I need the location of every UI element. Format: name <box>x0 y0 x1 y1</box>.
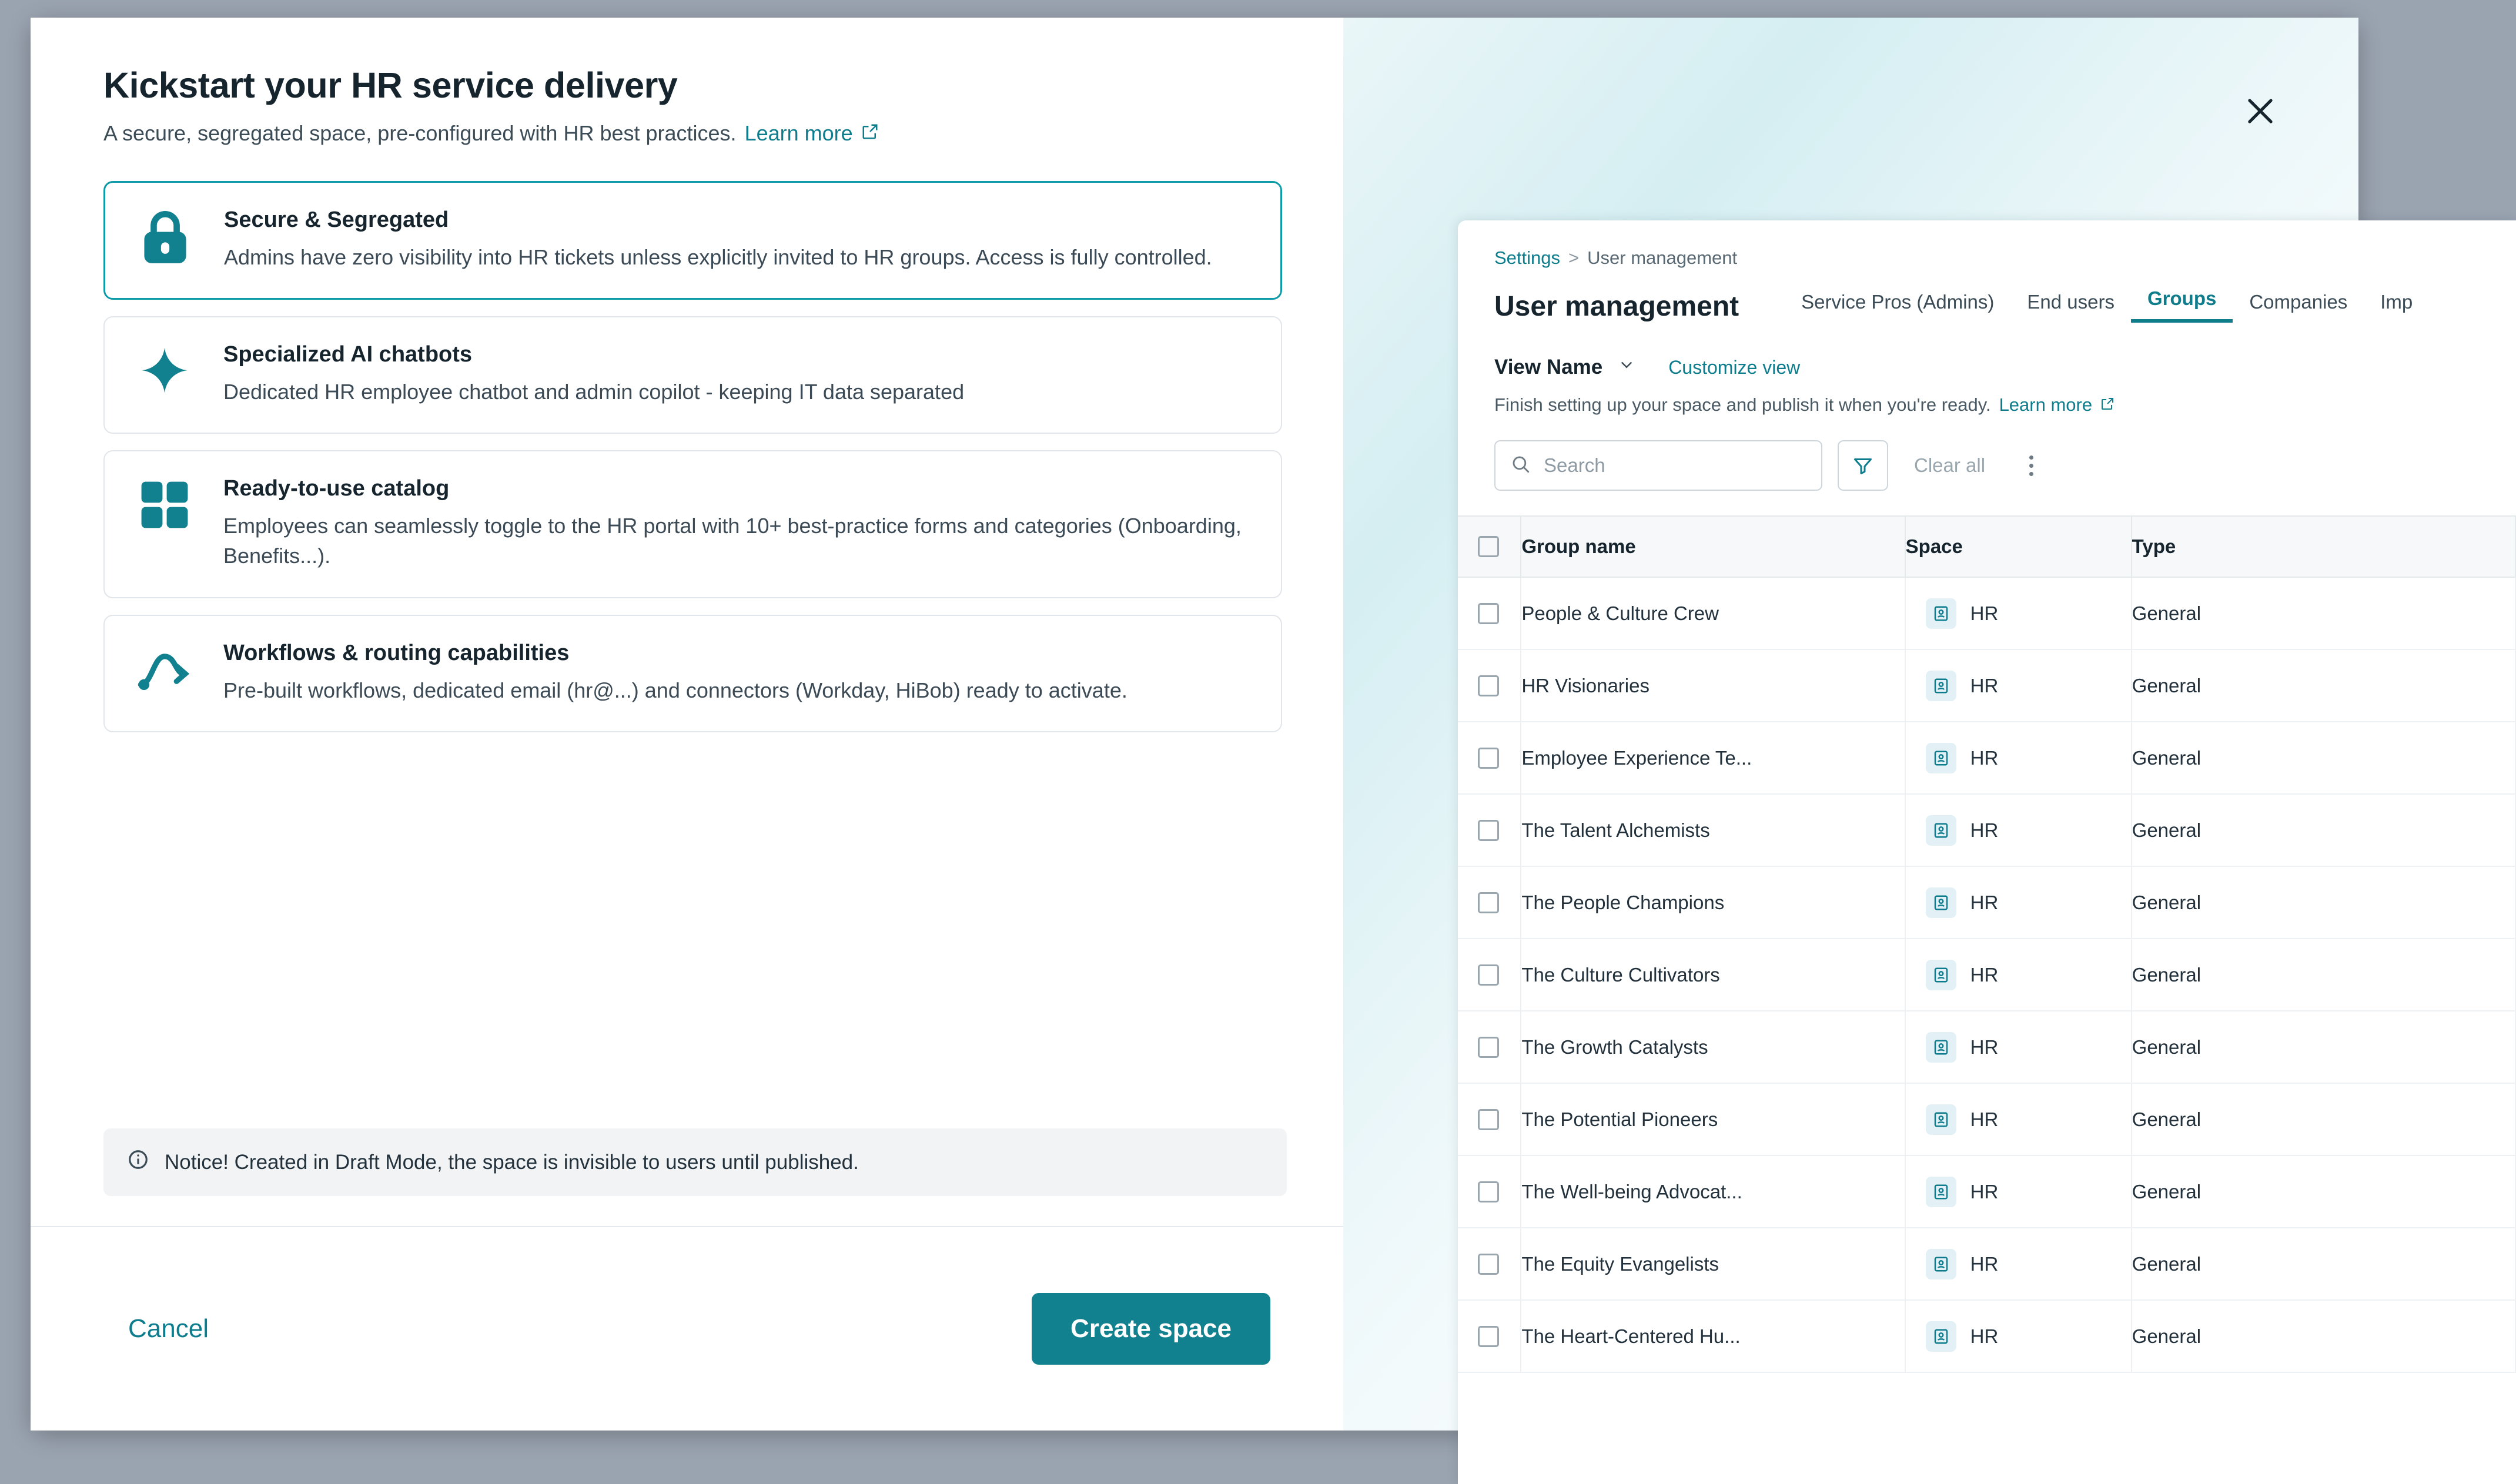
cell-space <box>1905 1228 2132 1300</box>
table-row[interactable] <box>1458 1011 2515 1083</box>
group-name-text: The People Champions <box>1521 891 1725 913</box>
space-text: HR <box>1970 1252 1999 1275</box>
external-link-icon <box>2100 394 2114 416</box>
space-icon <box>1926 887 1956 918</box>
cell-type: General <box>2132 649 2515 722</box>
info-icon <box>127 1148 149 1176</box>
space-icon <box>1926 671 1956 701</box>
cell-group-name <box>1521 1228 1905 1300</box>
feature-card-text: Pre-built workflows, dedicated email (hr@...) and connectors (Workday, HiBob) ready to activate. <box>223 678 1127 702</box>
feature-card-ai-chatbots[interactable] <box>103 316 1282 434</box>
row-select-cell <box>1458 1083 1521 1155</box>
select-all-checkbox[interactable] <box>1478 536 1499 557</box>
table-toolbar <box>1458 416 2516 491</box>
cell-type: General <box>2132 794 2515 866</box>
space-icon <box>1926 815 1956 846</box>
row-select-cell <box>1458 649 1521 722</box>
table-row[interactable] <box>1458 866 2515 939</box>
cell-space <box>1905 1155 2132 1228</box>
space-text: HR <box>1970 891 1999 913</box>
cell-type: General <box>2132 1011 2515 1083</box>
cell-type: General <box>2132 1228 2515 1300</box>
groups-table-body <box>1458 577 2515 1372</box>
space-text: HR <box>1970 674 1999 696</box>
create-space-button[interactable]: Create space <box>1032 1293 1270 1365</box>
cell-type: General <box>2132 1083 2515 1155</box>
row-checkbox[interactable] <box>1478 675 1499 696</box>
feature-card-body <box>223 341 1253 407</box>
modal-footer <box>31 1226 1343 1431</box>
cell-group-name <box>1521 722 1905 794</box>
row-checkbox[interactable] <box>1478 892 1499 913</box>
cell-group-name <box>1521 1300 1905 1372</box>
cell-type: General <box>2132 722 2515 794</box>
feature-card-body <box>223 475 1253 571</box>
finish-setup-row <box>1458 379 2516 416</box>
lock-icon <box>132 206 198 267</box>
feature-card-workflows[interactable] <box>103 615 1282 732</box>
cell-group-name <box>1521 794 1905 866</box>
table-row[interactable] <box>1458 649 2515 722</box>
groups-table <box>1458 515 2516 1373</box>
row-checkbox[interactable] <box>1478 748 1499 769</box>
cell-space <box>1905 939 2132 1011</box>
tab-import[interactable]: Imp <box>2380 291 2413 313</box>
view-controls <box>1458 323 2516 379</box>
select-all-header <box>1458 516 1521 577</box>
create-space-modal <box>31 18 2413 1431</box>
filter-button[interactable] <box>1838 440 1888 491</box>
space-text: HR <box>1970 1108 1999 1130</box>
row-select-cell <box>1458 866 1521 939</box>
cell-type: General <box>2132 1155 2515 1228</box>
customize-view-link[interactable]: Customize view <box>1668 356 1801 378</box>
page-title: Kickstart your HR service delivery <box>103 65 678 105</box>
table-row[interactable] <box>1458 577 2515 649</box>
breadcrumb <box>1458 220 2516 269</box>
feature-card-body <box>224 206 1252 272</box>
modal-subtitle <box>103 121 1282 146</box>
tab-end-users[interactable]: End users <box>2027 291 2114 313</box>
row-select-cell <box>1458 1155 1521 1228</box>
search-input[interactable] <box>1544 454 1806 477</box>
search-box[interactable] <box>1494 440 1822 491</box>
space-text: HR <box>1970 1325 1999 1347</box>
tab-service-pros[interactable]: Service Pros (Admins) <box>1801 291 1995 313</box>
row-checkbox[interactable] <box>1478 1254 1499 1275</box>
column-header-type[interactable]: Type <box>2132 516 2515 577</box>
group-name-text: The Equity Evangelists <box>1521 1252 1719 1275</box>
row-select-cell <box>1458 794 1521 866</box>
cell-type: General <box>2132 1300 2515 1372</box>
draft-mode-notice <box>103 1128 1287 1196</box>
cell-group-name <box>1521 1083 1905 1155</box>
user-management-preview-window <box>1458 220 2516 1484</box>
group-name-text: The Potential Pioneers <box>1521 1108 1718 1130</box>
column-header-group-name[interactable]: Group name <box>1521 516 1905 577</box>
learn-more-link[interactable]: Learn more <box>744 121 853 146</box>
feature-card-title: Workflows & routing capabilities <box>223 640 570 665</box>
row-select-cell <box>1458 577 1521 649</box>
row-checkbox[interactable] <box>1478 820 1499 841</box>
feature-card-secure-segregated[interactable] <box>103 181 1282 300</box>
space-text: HR <box>1970 746 1999 769</box>
space-icon <box>1926 1032 1956 1063</box>
feature-card-title: Ready-to-use catalog <box>223 476 450 501</box>
table-header-row <box>1458 516 2515 577</box>
cell-group-name <box>1521 1155 1905 1228</box>
row-select-cell <box>1458 1228 1521 1300</box>
table-row[interactable] <box>1458 1155 2515 1228</box>
cell-space <box>1905 1300 2132 1372</box>
feature-card-title: Secure & Segregated <box>224 207 449 233</box>
close-icon[interactable] <box>2237 88 2283 134</box>
row-select-cell <box>1458 722 1521 794</box>
row-checkbox[interactable] <box>1478 964 1499 986</box>
cell-space <box>1905 794 2132 866</box>
table-row[interactable] <box>1458 1228 2515 1300</box>
cell-group-name <box>1521 1011 1905 1083</box>
group-name-text: The Growth Catalysts <box>1521 1036 1708 1058</box>
group-name-text: Employee Experience Te... <box>1521 746 1752 769</box>
row-checkbox[interactable] <box>1478 603 1499 624</box>
modal-content <box>31 18 1343 732</box>
search-icon <box>1511 454 1531 477</box>
column-header-space[interactable]: Space <box>1905 516 2132 577</box>
breadcrumb-separator: > <box>1568 247 1580 268</box>
space-icon <box>1926 743 1956 773</box>
space-text: HR <box>1970 963 1999 986</box>
space-icon <box>1926 1104 1956 1135</box>
cell-space <box>1905 722 2132 794</box>
more-options-icon[interactable] <box>2016 448 2046 483</box>
tab-companies[interactable]: Companies <box>2249 291 2348 313</box>
tab-groups[interactable]: Groups <box>2131 287 2233 323</box>
clear-all-button[interactable]: Clear all <box>1914 454 1986 476</box>
row-select-cell <box>1458 939 1521 1011</box>
cell-group-name <box>1521 577 1905 649</box>
cancel-button[interactable]: Cancel <box>128 1314 209 1343</box>
feature-card-list <box>103 181 1282 732</box>
draft-mode-notice-text: Notice! Created in Draft Mode, the space is invisible to users until published. <box>165 1150 859 1174</box>
breadcrumb-settings[interactable]: Settings <box>1494 247 1561 268</box>
space-text: HR <box>1970 1180 1999 1202</box>
row-checkbox[interactable] <box>1478 1037 1499 1058</box>
cell-group-name <box>1521 939 1905 1011</box>
group-name-text: People & Culture Crew <box>1521 602 1719 624</box>
cell-group-name <box>1521 866 1905 939</box>
finish-setup-learn-more-link[interactable]: Learn more <box>1999 394 2093 415</box>
preview-page-title: User management <box>1494 291 1739 322</box>
row-checkbox[interactable] <box>1478 1109 1499 1130</box>
cell-space <box>1905 1083 2132 1155</box>
chevron-down-icon[interactable] <box>1618 356 1635 379</box>
feature-card-text: Dedicated HR employee chatbot and admin copilot - keeping IT data separated <box>223 380 965 404</box>
group-name-text: The Talent Alchemists <box>1521 819 1710 841</box>
group-name-text: The Well-being Advocat... <box>1521 1180 1742 1202</box>
modal-right-preview <box>1343 18 2413 1431</box>
cell-space <box>1905 1011 2132 1083</box>
row-select-cell <box>1458 1011 1521 1083</box>
space-text: HR <box>1970 602 1999 624</box>
cell-type: General <box>2132 577 2515 649</box>
group-name-text: HR Visionaries <box>1521 674 1650 696</box>
space-icon <box>1926 1321 1956 1352</box>
sparkle-icon <box>132 341 198 400</box>
group-name-text: The Heart-Centered Hu... <box>1521 1325 1741 1347</box>
space-text: HR <box>1970 1036 1999 1058</box>
modal-left-panel <box>31 18 1343 1431</box>
external-link-icon <box>861 121 879 146</box>
preview-tabs <box>1785 287 2429 323</box>
cell-group-name <box>1521 649 1905 722</box>
row-select-cell <box>1458 1300 1521 1372</box>
preview-header <box>1458 269 2516 323</box>
feature-card-title: Specialized AI chatbots <box>223 342 473 367</box>
feature-card-text: Admins have zero visibility into HR tickets unless explicitly invited to HR groups. Access is fully controlled. <box>224 245 1212 270</box>
breadcrumb-current: User management <box>1587 247 1738 268</box>
space-icon <box>1926 598 1956 629</box>
view-name-label: View Name <box>1494 356 1603 378</box>
group-name-text: The Culture Cultivators <box>1521 963 1720 986</box>
cell-type: General <box>2132 866 2515 939</box>
space-icon <box>1926 1177 1956 1207</box>
table-row[interactable] <box>1458 1083 2515 1155</box>
workflow-arrow-icon <box>132 639 198 695</box>
cell-space <box>1905 866 2132 939</box>
row-checkbox[interactable] <box>1478 1326 1499 1347</box>
feature-card-catalog[interactable] <box>103 450 1282 598</box>
finish-setup-text: Finish setting up your space and publish it when you're ready. <box>1494 394 1991 415</box>
space-text: HR <box>1970 819 1999 841</box>
feature-card-body <box>223 639 1253 705</box>
space-icon <box>1926 1249 1956 1279</box>
table-row[interactable] <box>1458 1300 2515 1372</box>
modal-subtitle-text: A secure, segregated space, pre-configured with HR best practices. <box>103 121 737 146</box>
grid-icon <box>132 475 198 530</box>
row-checkbox[interactable] <box>1478 1181 1499 1202</box>
table-row[interactable] <box>1458 722 2515 794</box>
table-row[interactable] <box>1458 939 2515 1011</box>
table-row[interactable] <box>1458 794 2515 866</box>
cell-space <box>1905 649 2132 722</box>
feature-card-text: Employees can seamlessly toggle to the HR portal with 10+ best-practice forms and categories (Onboarding, Benefits...). <box>223 514 1242 568</box>
space-icon <box>1926 960 1956 990</box>
cell-space <box>1905 577 2132 649</box>
cell-type: General <box>2132 939 2515 1011</box>
groups-table-header <box>1458 516 2515 577</box>
